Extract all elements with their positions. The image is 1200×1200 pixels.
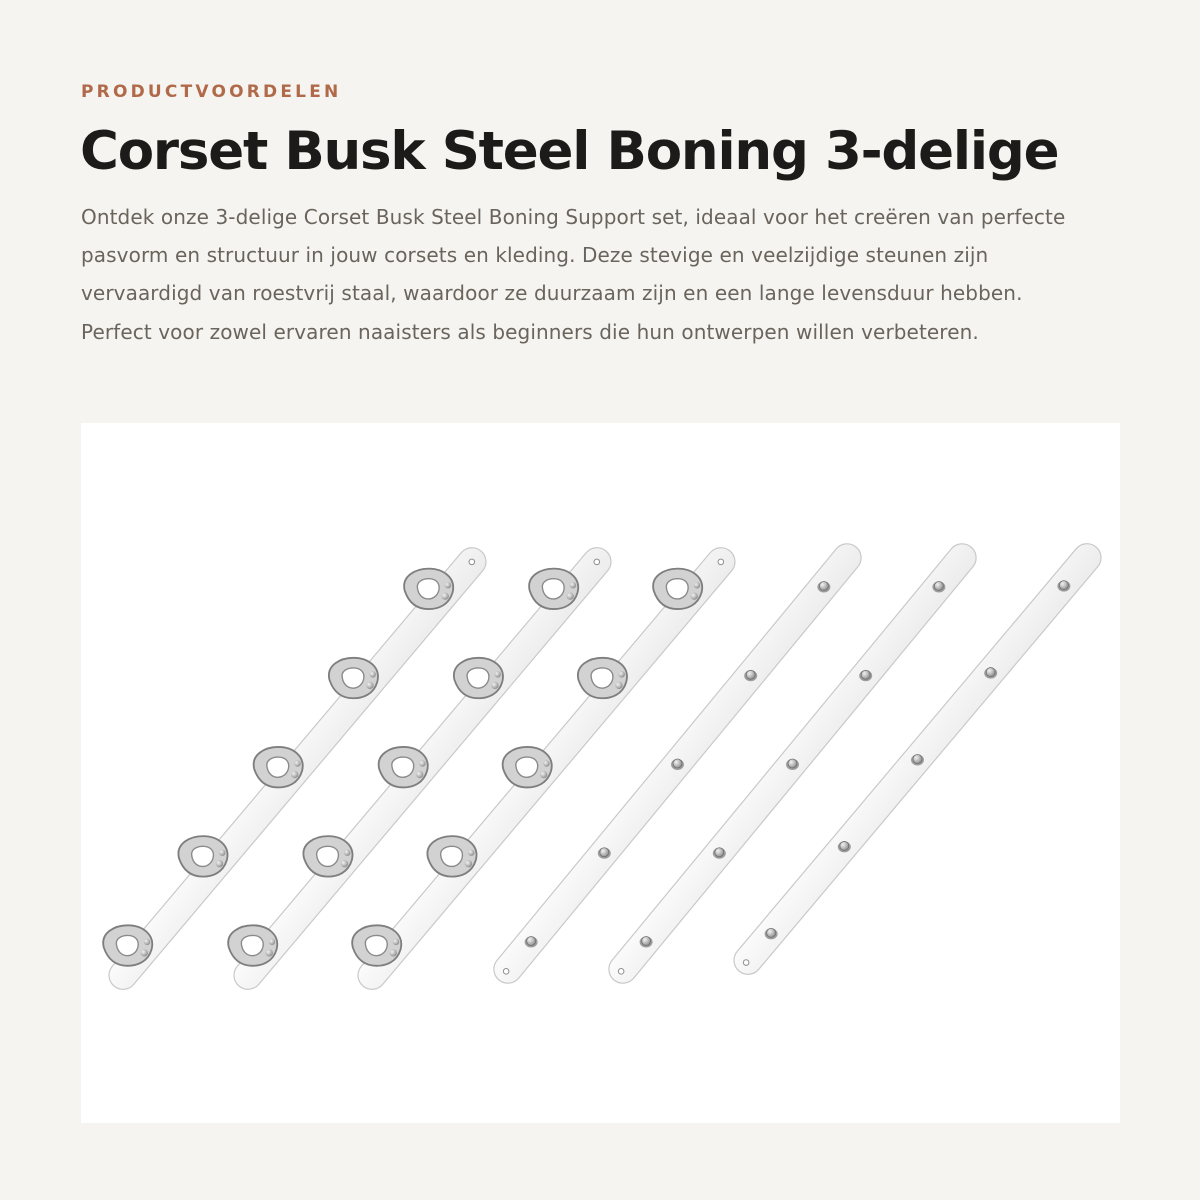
stud-strip-hole-3: [743, 960, 749, 966]
busk-loop-3-1-rivet-a: [390, 949, 397, 956]
busk-loop-1-1-hole: [116, 935, 138, 955]
busk-loop-2-3: [379, 747, 428, 787]
busk-loop-2-1-hole: [241, 935, 263, 955]
busk-loop-1-2-rivet-b: [219, 849, 225, 855]
busk-loop-2-2-hole: [317, 846, 339, 866]
stud-strip-hole-2: [618, 969, 624, 975]
busk-loop-1-2-hole: [192, 846, 214, 866]
busk-stud-2-5-head: [934, 581, 943, 590]
busk-loop-1-4-hole: [342, 668, 364, 688]
busk-stud-2-1: [640, 937, 653, 948]
busk-loop-3-4-hole: [591, 668, 613, 688]
busk-loop-2-3-rivet-b: [419, 760, 425, 766]
busk-loop-2-4-rivet-b: [494, 671, 500, 677]
busk-loop-3-3: [503, 747, 552, 787]
busk-loop-2-5: [529, 569, 578, 609]
busk-loop-3-1-rivet-b: [393, 939, 399, 945]
busk-loop-3-2: [427, 836, 476, 876]
busk-stud-3-5: [1057, 581, 1070, 592]
busk-stud-2-2-head: [715, 848, 724, 857]
busk-loop-1-3: [254, 747, 303, 787]
busk-loop-3-3-rivet-a: [540, 771, 547, 778]
corset-busk-illustration: [81, 423, 1120, 1123]
busk-loop-1-5-hole: [417, 579, 439, 599]
busk-stud-1-2: [598, 848, 611, 859]
busk-loop-1-4-rivet-b: [369, 671, 375, 677]
busk-loop-3-4-rivet-b: [618, 671, 624, 677]
busk-stud-1-1-head: [527, 937, 536, 946]
busk-loop-3-2-rivet-b: [468, 849, 474, 855]
busk-loop-2-4: [454, 658, 503, 698]
busk-stud-1-5-head: [819, 581, 828, 590]
busk-loop-1-5-rivet-a: [442, 593, 449, 600]
busk-stud-1-3: [671, 759, 684, 770]
busk-stud-3-1: [765, 928, 778, 939]
section-eyebrow: PRODUCTVOORDELEN: [81, 82, 342, 102]
busk-loop-3-5-rivet-b: [694, 582, 700, 588]
busk-stud-3-4: [984, 668, 997, 679]
busk-stud-3-2-head: [840, 841, 849, 850]
busk-loop-2-2-rivet-a: [341, 860, 348, 867]
busk-loop-2-3-rivet-a: [416, 771, 423, 778]
busk-loop-1-5: [404, 569, 453, 609]
busk-stud-2-1-head: [642, 937, 651, 946]
busk-stud-1-4: [744, 670, 757, 681]
busk-loop-1-4: [329, 658, 378, 698]
busk-loop-2-3-hole: [392, 757, 414, 777]
busk-stud-3-1-head: [767, 928, 776, 937]
busk-loop-2-1: [228, 925, 277, 965]
busk-stud-2-4-head: [861, 670, 870, 679]
busk-loop-1-3-hole: [267, 757, 289, 777]
busk-stud-3-3-head: [913, 755, 922, 764]
busk-stud-3-2: [838, 841, 851, 852]
product-title: Corset Busk Steel Boning 3-delige: [80, 121, 1059, 182]
busk-stud-3-4-head: [986, 668, 995, 677]
busk-stud-1-2-head: [600, 848, 609, 857]
busk-loop-3-2-hole: [441, 846, 463, 866]
busk-stud-1-1: [525, 937, 538, 948]
busk-loop-3-5-hole: [666, 579, 688, 599]
busk-loop-2-5-hole: [542, 579, 564, 599]
busk-loop-3-3-hole: [516, 757, 538, 777]
busk-loop-1-2: [178, 836, 227, 876]
busk-loop-2-4-rivet-a: [491, 682, 498, 689]
strip-hole-2: [594, 559, 600, 565]
busk-stud-2-4: [859, 670, 872, 681]
busk-stud-3-5-head: [1059, 581, 1068, 590]
busk-loop-3-1: [352, 925, 401, 965]
busk-loop-3-1-hole: [365, 935, 387, 955]
busk-loop-1-1-rivet-b: [144, 939, 150, 945]
busk-loop-2-1-rivet-a: [266, 949, 273, 956]
busk-stud-1-3-head: [673, 759, 682, 768]
strip-hole-1: [469, 559, 475, 565]
strip-hole-3: [718, 559, 724, 565]
busk-stud-1-5: [817, 581, 830, 592]
busk-stud-2-3: [786, 759, 799, 770]
busk-loop-1-4-rivet-a: [366, 682, 373, 689]
busk-loop-1-3-rivet-a: [291, 771, 298, 778]
busk-loop-3-2-rivet-a: [465, 860, 472, 867]
product-image: [81, 423, 1120, 1123]
busk-stud-3-3: [911, 755, 924, 766]
busk-loop-2-5-rivet-b: [570, 582, 576, 588]
busk-loop-2-1-rivet-b: [269, 939, 275, 945]
busk-loop-1-2-rivet-a: [216, 860, 223, 867]
busk-loop-3-5-rivet-a: [691, 593, 698, 600]
stud-strip-hole-1: [503, 969, 509, 975]
busk-loop-2-2: [303, 836, 352, 876]
busk-loop-2-2-rivet-b: [344, 849, 350, 855]
busk-loop-3-4: [578, 658, 627, 698]
busk-loop-2-4-hole: [467, 668, 489, 688]
busk-loop-1-5-rivet-b: [445, 582, 451, 588]
busk-loop-3-5: [653, 569, 702, 609]
product-description: Ontdek onze 3-delige Corset Busk Steel Boning Support set, ideaal voor het creëren van perfecte pasvorm en structuur in jouw corsets en kleding. Deze stevige en veelzijdige steunen zijn vervaardigd van roestvrij staal, waardoor ze duurzaam zijn en een lange levensduur hebben. Perfect voor zowel ervaren naaisters als beginners die hun ontwerpen willen verbeteren.: [81, 205, 1066, 344]
busk-loop-3-4-rivet-a: [615, 682, 622, 689]
busk-loop-1-1-rivet-a: [141, 949, 148, 956]
busk-loop-2-5-rivet-a: [567, 593, 574, 600]
busk-loop-1-3-rivet-b: [294, 760, 300, 766]
busk-loop-1-1: [103, 925, 152, 965]
busk-stud-2-3-head: [788, 759, 797, 768]
busk-stud-1-4-head: [746, 670, 755, 679]
busk-loop-3-3-rivet-b: [543, 760, 549, 766]
busk-stud-2-2: [713, 848, 726, 859]
busk-stud-2-5: [932, 581, 945, 592]
